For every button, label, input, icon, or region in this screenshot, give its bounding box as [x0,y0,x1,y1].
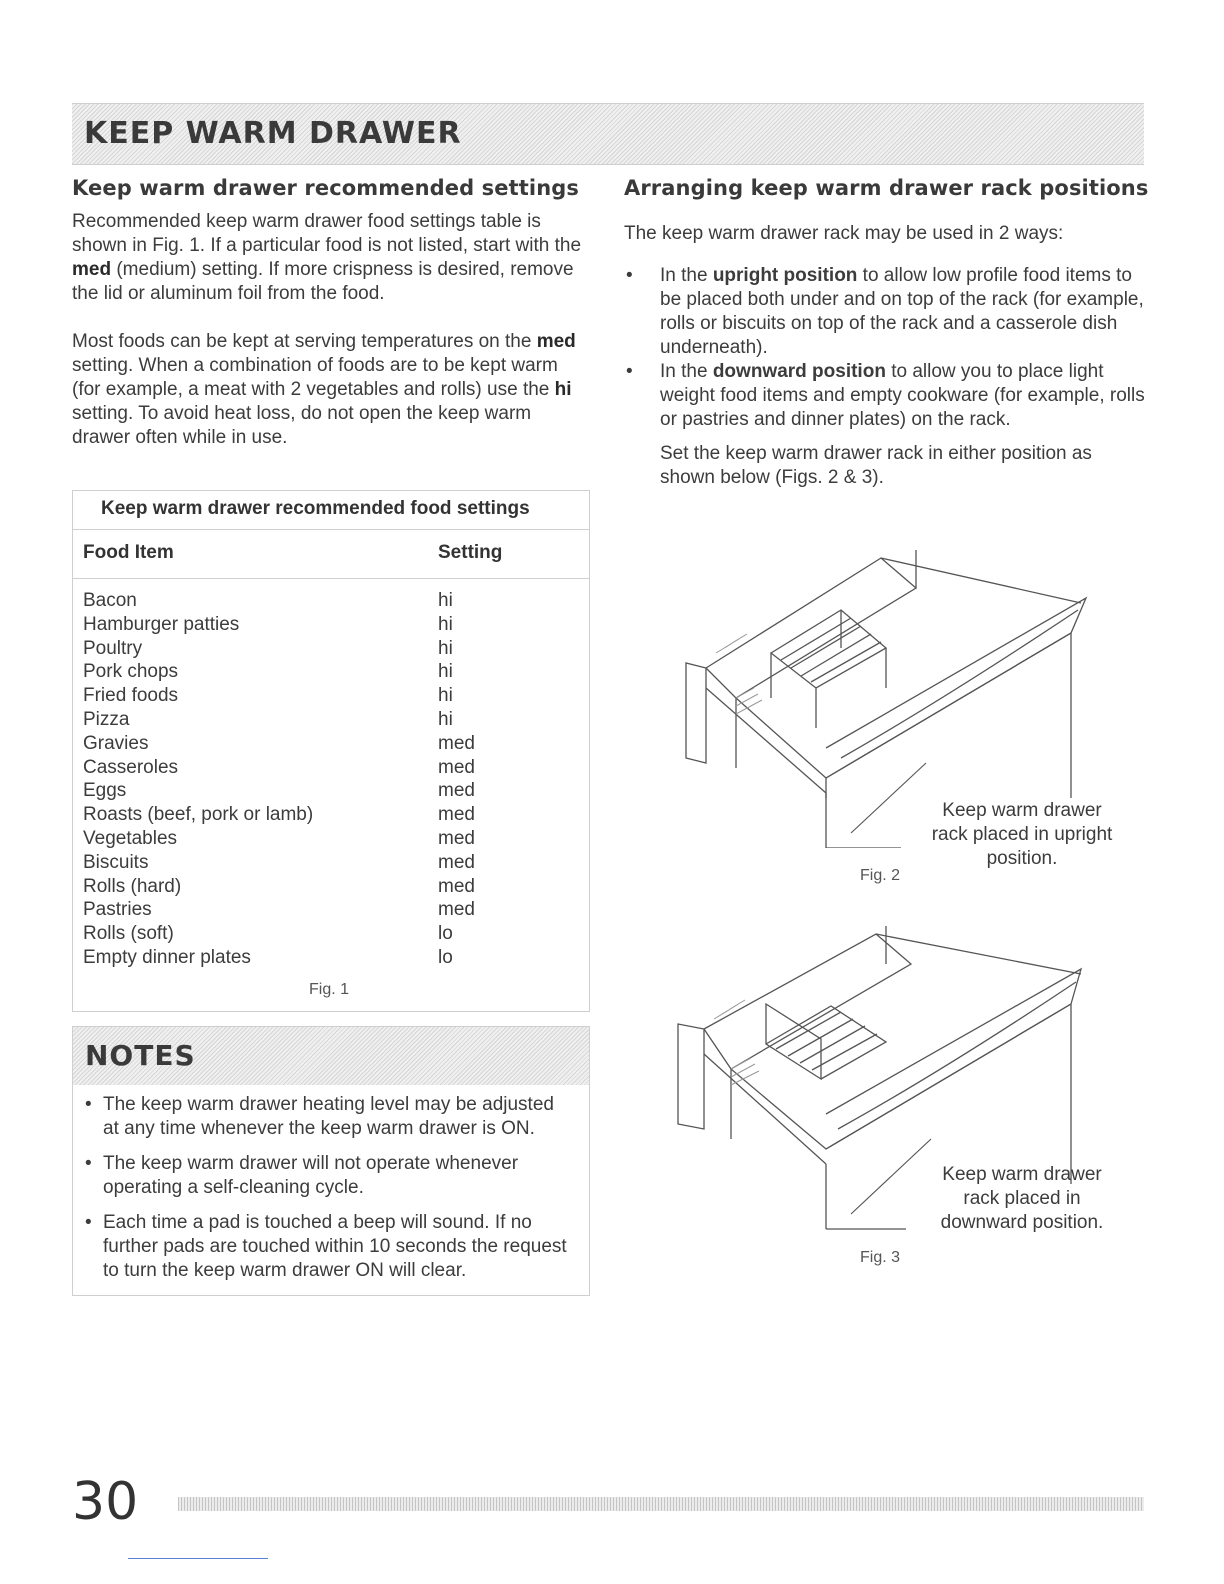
food-item-cell: Fried foods [83,685,179,707]
fig2-caption: Keep warm drawer rack placed in upright position. [931,800,1113,869]
food-item-cell: Gravies [83,732,149,754]
bullet-dot-icon: • [85,1153,92,1174]
rack-after-text: Set the keep warm drawer rack in either position as shown below (Figs. 2 & 3). [660,443,1092,488]
fig3-label: Fig. 3 [860,1249,901,1266]
setting-cell: hi [438,637,453,659]
note-text: Each time a pad is touched a beep will sound. If no further pads are touched within 10 seconds the request to turn the keep warm drawer ON will clear. [103,1212,567,1281]
fig3-caption: Keep warm drawer rack placed in downward position. [940,1164,1104,1233]
fig2-label: Fig. 2 [860,867,901,884]
food-item-cell: Pizza [83,708,130,730]
food-item-cell: Bacon [83,590,137,611]
rack-intro: The keep warm drawer rack may be used in 2 ways: [624,223,1064,244]
note-text: The keep warm drawer will not operate whenever operating a self-cleaning cycle. [103,1153,519,1198]
bullet-dot-icon: • [626,361,633,382]
note-item [83,1211,571,1283]
setting-cell: hi [438,590,453,611]
table-body [73,589,589,970]
table-row [73,898,589,922]
notes-title: NOTES [85,1039,196,1072]
table-row [73,708,589,732]
food-item-cell: Poultry [83,637,143,659]
setting-cell: med [438,756,475,778]
food-item-cell: Vegetables [83,827,178,849]
bullet-upright: • In the upright position to allow low profile food items to be placed both under and on top of the rack (for example, rolls or biscuits on top of the rack and a casserole dish underneath). [626,265,1144,358]
table-row [73,732,589,756]
section-title: KEEP WARM DRAWER [84,116,462,151]
table-row [73,875,589,899]
food-item-cell: Pastries [83,899,152,921]
setting-cell: hi [438,708,453,730]
note-item [83,1152,571,1200]
right-column [624,172,1149,490]
bullet-dot-icon: • [626,265,633,286]
left-column [72,172,590,450]
setting-cell: med [438,875,475,897]
bullet-downward: • In the downward position to allow you to place light weight food items and empty cookware (for example, rolls or pastries and dinner plates) on the rack. [626,361,1145,430]
settings-heading: Keep warm drawer recommended settings [72,176,579,200]
food-item-cell: Empty dinner plates [83,946,251,968]
food-item-cell: Eggs [83,780,127,802]
setting-cell: med [438,827,475,849]
setting-cell: med [438,804,475,826]
table-row [73,803,589,827]
food-item-cell: Rolls (hard) [83,875,182,897]
table-row [73,827,589,851]
settings-paragraph-1: Recommended keep warm drawer food settings table is shown in Fig. 1. If a particular food is not listed, start with the med (medium) setting. If more crispness is desired, remove the lid or aluminum foil from the food. [72,211,582,304]
note-text: The keep warm drawer heating level may be adjusted at any time whenever the keep warm drawer is ON. [103,1094,554,1139]
col-food-item: Food Item [83,542,174,563]
setting-cell: med [438,780,475,802]
table-row [73,660,589,684]
footer-rule [178,1497,1144,1511]
setting-cell: hi [438,685,453,707]
setting-cell: med [438,851,475,873]
setting-cell: lo [438,946,453,968]
setting-cell: hi [438,613,453,635]
fig1-label: Fig. 1 [309,981,350,998]
table-row [73,637,589,661]
bullet-dot-icon: • [85,1094,92,1115]
notes-list [73,1085,589,1283]
page-number: 30 [72,1472,139,1532]
table-row [73,946,589,970]
food-settings-table [72,490,590,1012]
table-caption: Keep warm drawer recommended food settings [73,491,589,530]
setting-cell: lo [438,923,453,945]
table-row [73,922,589,946]
food-item-cell: Biscuits [83,851,149,873]
section-banner [72,103,1144,165]
setting-cell: hi [438,661,453,683]
food-item-cell: Rolls (soft) [83,923,174,945]
food-item-cell: Hamburger patties [83,613,240,635]
table-row [73,851,589,875]
table-row [73,779,589,803]
bullet-dot-icon: • [85,1212,92,1233]
table-header [73,530,589,579]
food-item-cell: Roasts (beef, pork or lamb) [83,804,314,826]
food-item-cell: Pork chops [83,661,179,683]
rack-heading: Arranging keep warm drawer rack positions [624,176,1149,200]
setting-cell: med [438,899,475,921]
table-row [73,589,589,613]
notes-header [73,1027,589,1085]
table-row [73,756,589,780]
notes-box [72,1026,590,1296]
col-setting: Setting [438,542,503,563]
rack-bullets [624,264,1146,432]
food-item-cell: Casseroles [83,756,179,778]
settings-paragraph-2: Most foods can be kept at serving temperatures on the med setting. When a combination of foods are to be kept warm (for example, a meat with 2 vegetables and rolls) use the hi setting. To avoid heat loss, do not open the keep warm drawer often while in use. [72,331,576,448]
setting-cell: med [438,732,475,754]
table-row [73,684,589,708]
bottom-link-line [128,1558,268,1559]
note-item [83,1093,571,1141]
table-row [73,613,589,637]
